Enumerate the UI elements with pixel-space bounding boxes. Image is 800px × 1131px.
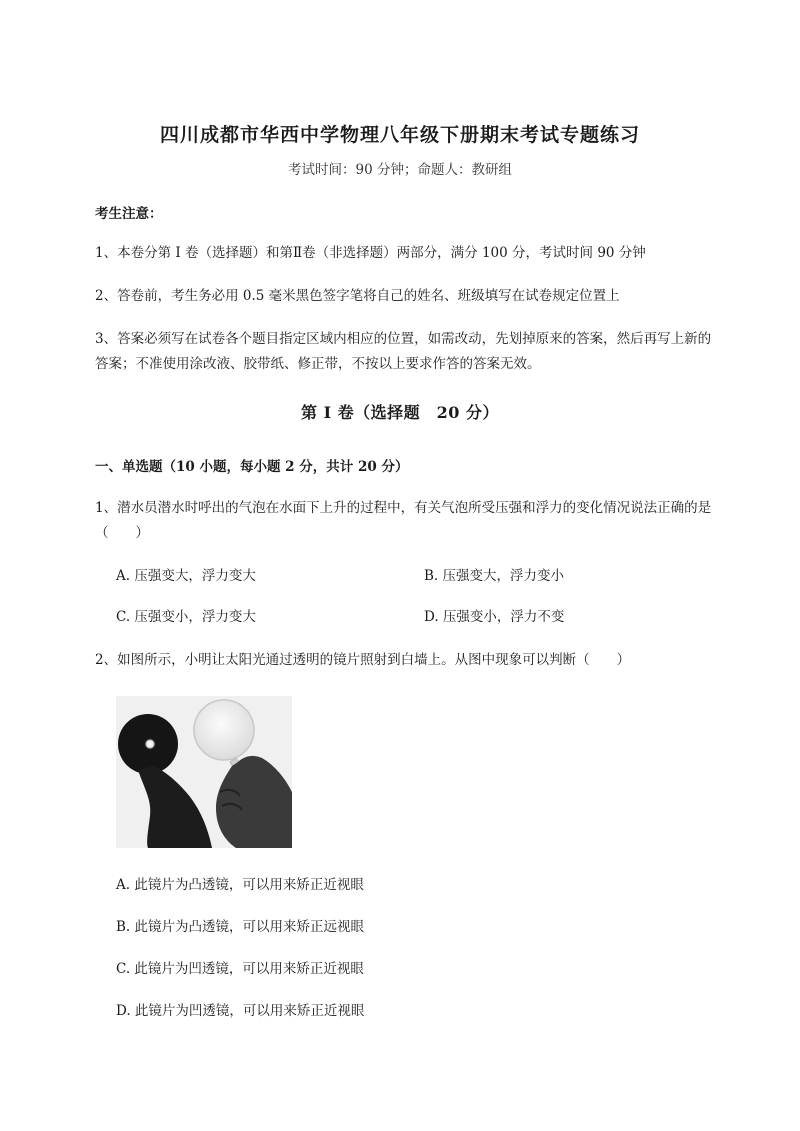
question-2-option-b: B. 此镜片为凸透镜，可以用来矫正远视眼 [116, 919, 365, 935]
question-1-option-a: A. 压强变大，浮力变大 [116, 568, 256, 584]
question-1-option-c: C. 压强变小，浮力变大 [116, 609, 256, 625]
question-1-option-b: B. 压强变大，浮力变小 [424, 568, 565, 584]
note-item: 1、本卷分第 I 卷（选择题）和第Ⅱ卷（非选择题）两部分，满分 100 分，考试时间 90 分钟 [95, 245, 646, 261]
exam-info: 考试时间：90 分钟；命题人：教研组 [288, 162, 512, 178]
lens [194, 700, 254, 760]
question-2-stem: 2、如图所示，小明让太阳光通过透明的镜片照射到白墙上。从图中现象可以判断（ ） [95, 652, 631, 668]
bright-focus-spot [144, 738, 156, 750]
lens-photo-figure [116, 696, 292, 848]
question-2-option-c: C. 此镜片为凹透镜，可以用来矫正近视眼 [116, 961, 364, 977]
question-2-option-a: A. 此镜片为凸透镜，可以用来矫正近视眼 [116, 877, 364, 893]
part-heading: 一、单选题（10 小题，每小题 2 分，共计 20 分） [95, 459, 409, 475]
question-1-stem: 1、潜水员潜水时呼出的气泡在水面下上升的过程中，有关气泡所受压强和浮力的变化情况说法正确的是（ ） [95, 500, 712, 541]
section-title: 第 I 卷（选择题 20 分） [301, 403, 499, 422]
note-item: 3、答案必须写在试卷各个题目指定区域内相应的位置，如需改动，先划掉原来的答案，然后再写上新的答案；不准使用涂改液、胶带纸、修正带，不按以上要求作答的答案无效。 [95, 331, 712, 372]
page-title: 四川成都市华西中学物理八年级下册期末考试专题练习 [159, 124, 640, 146]
question-1-option-d: D. 压强变小，浮力不变 [424, 609, 565, 625]
notes-heading: 考生注意： [95, 206, 163, 222]
note-item: 2、答卷前，考生务必用 0.5 毫米黑色签字笔将自己的姓名、班级填写在试卷规定位置上 [95, 288, 620, 304]
question-2-option-d: D. 此镜片为凹透镜，可以用来矫正近视眼 [116, 1003, 365, 1019]
